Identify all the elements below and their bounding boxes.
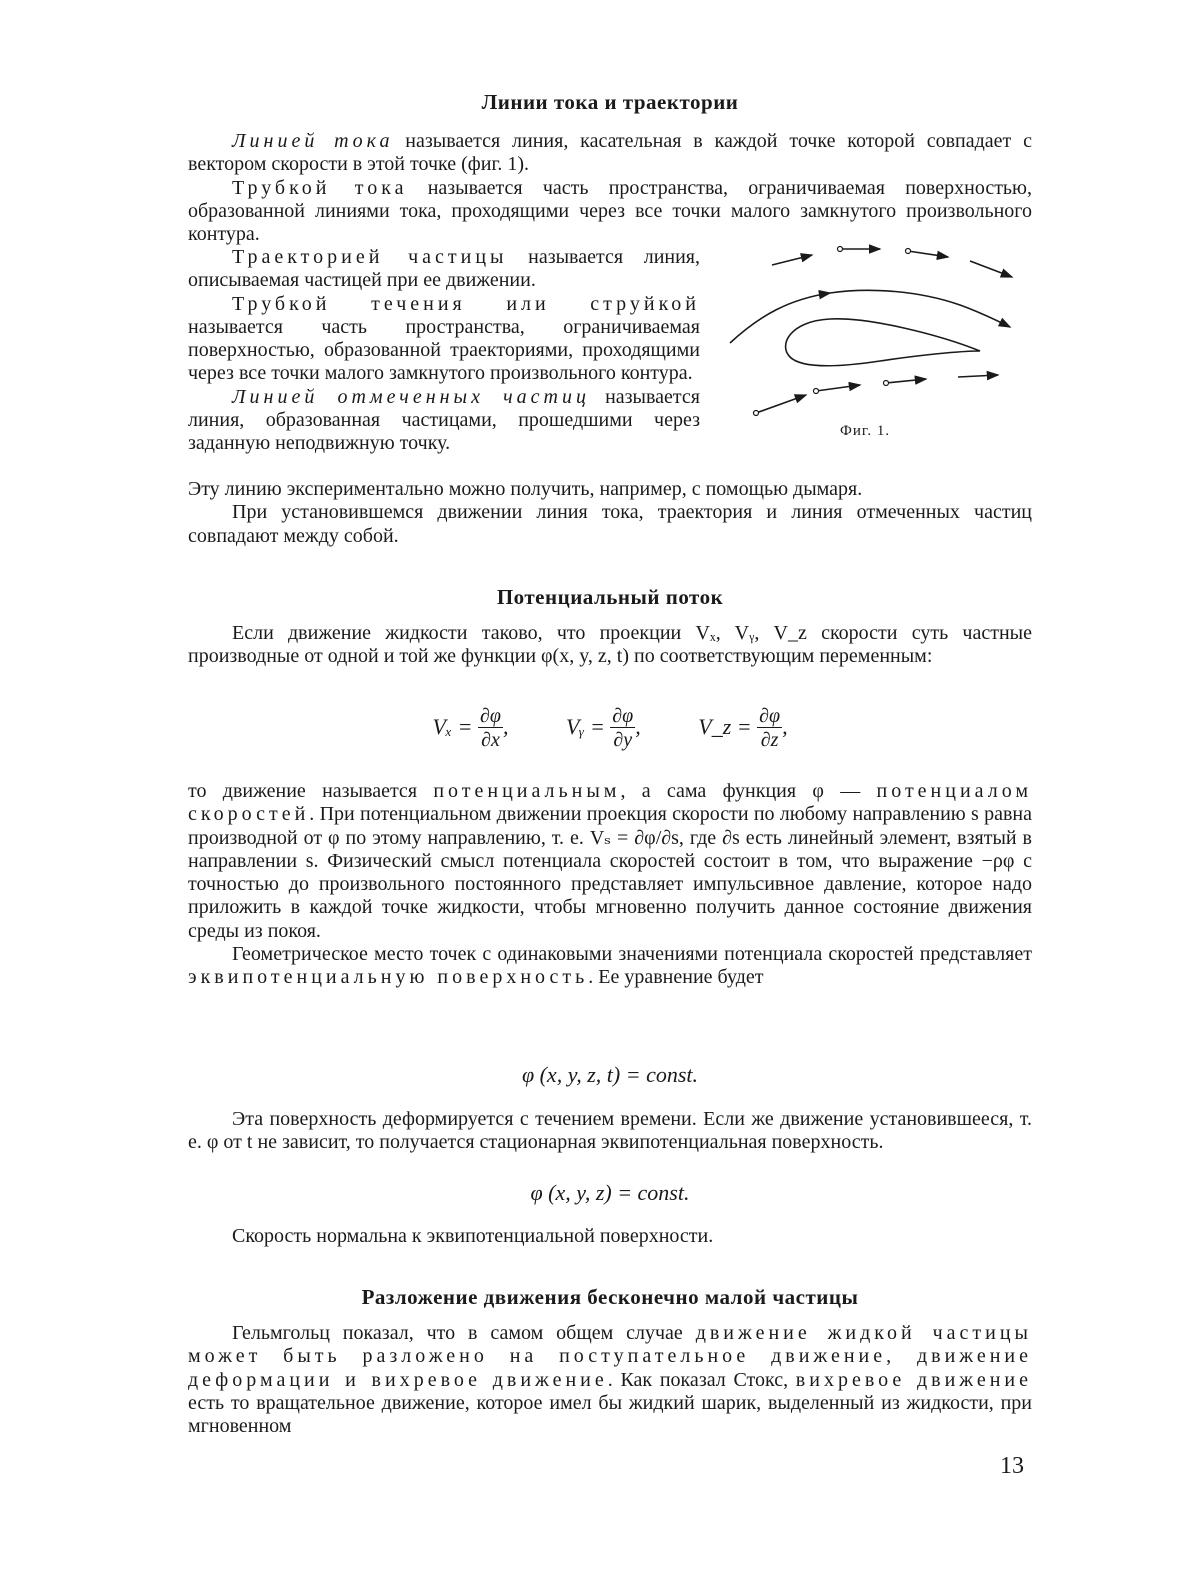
text: . Ее уравнение будет [588, 966, 764, 989]
particle-marker [884, 381, 889, 386]
eq-label: Vₓ = [432, 713, 473, 739]
paragraph: Если движение жидкости таково, что проекции Vₓ, Vᵧ, V_z скорости суть частные производные от одной и той же функции φ(x, y, z, t) по соответствующим переменным: [188, 622, 1032, 668]
streamline-arrow [886, 379, 926, 383]
denominator: ∂y [613, 729, 633, 751]
streamline-diagram [720, 235, 1020, 425]
text: то движение называется [188, 780, 434, 802]
particle-marker [906, 249, 911, 254]
text: . При потенциальном движении проекция скорости по любому направлению s равна производной от φ по этому направлению, т. е. Vₛ = ∂φ/∂s, где ∂s есть линейный элемент, взятый в направлении s. Физический смысл потенциала скоростей состоит в том, что выражение −ρφ с точностью до произвольного постоянного представляет импульсивное давление, которое надо приложить в каждой точке жидкости, чтобы мгновенно получить данное состояние движения среды из покоя. [188, 803, 1032, 942]
term-vortex-motion: вихревое движение [795, 1368, 1032, 1391]
paragraph [188, 130, 1032, 177]
streamline-arrow [970, 261, 1012, 277]
particle-marker [754, 411, 759, 416]
paragraph: При установившемся движении линия тока, траектория и линия отмеченных частиц совпадают между собой. [188, 501, 1032, 547]
term-potential: потенциальным [433, 780, 621, 802]
text: называется линия, образованная частицами, прошедшими через заданную неподвижную точку. [188, 385, 700, 455]
text: , а сама функция φ — [620, 780, 877, 802]
text: есть то вращательное движение, которое имел бы жидкий шарик, выделенный из жидкости, при мгновенном [188, 1391, 1032, 1438]
equation-equipotential: φ (x, y, z, t) = const. [521, 1062, 699, 1087]
particle-marker [814, 389, 819, 394]
section2-closing [188, 1225, 1032, 1248]
paragraph: Эта поверхность деформируется с течением времени. Если же движение установившееся, т. е. φ от t не зависит, то получается стационарная эквипотенциальная поверхность. [188, 1108, 1032, 1154]
section2-stationary [188, 1108, 1032, 1155]
section-title-potential-flow: Потенциальный поток [496, 585, 724, 609]
fraction [610, 705, 635, 752]
term-particle-trajectory: Траекторией частицы [232, 246, 508, 268]
paragraph [188, 943, 1032, 990]
airfoil-shape [786, 319, 980, 366]
paragraph: Скорость нормальна к эквипотенциальной поверхности. [232, 1225, 714, 1247]
text: Гельмгольц показал, что в самом общем случае [232, 1322, 696, 1344]
text: называется часть пространства, ограничиваемая поверхностью, образованной траекториями, проходящими через все точки малого замкнутого произвольного контура. [188, 315, 700, 385]
particle-marker [838, 247, 843, 252]
eq-label: Vᵧ = [565, 713, 605, 739]
paragraph: Эту линию экспериментально можно получить, например, с помощью дымаря. [188, 478, 863, 500]
section1-intro [188, 130, 1032, 246]
streamline-arrow [816, 385, 860, 391]
equation-stationary-equipotential: φ (x, y, z) = const. [530, 1180, 690, 1205]
streamline-arrow [958, 375, 998, 377]
streamline-arrow [772, 255, 812, 265]
section-title-streamlines: Линии тока и траектории [481, 90, 739, 114]
term-motion-decomposition: движение жидкой частицы может быть разложено на поступательное движение, движение деформации и вихревое движение [188, 1322, 1032, 1391]
text: называется линия, касательная в каждой точке которой совпадает с вектором скорости в этой точке (фиг. 1). [188, 130, 1032, 176]
denominator: ∂x [481, 729, 500, 751]
section1-wrapped-text [188, 246, 700, 456]
section2-intro [188, 622, 1032, 669]
section2-body [188, 780, 1032, 990]
fraction [757, 705, 782, 752]
denominator: ∂z [760, 729, 779, 751]
paragraph [188, 246, 700, 293]
text: называется часть пространства, ограничиваемая поверхностью, образованной линиями тока, проходящими через все точки малого замкнутого произвольного контура. [188, 176, 1032, 246]
term-flow-tube: Трубкой течения или струйкой [232, 292, 700, 315]
paragraph [188, 780, 1032, 943]
streamline-arrow [908, 251, 948, 257]
streamline-arrow [730, 293, 830, 343]
figure-1 [720, 235, 1020, 445]
paragraph [188, 293, 700, 386]
term-stream-tube: Трубкой тока [232, 176, 408, 199]
numerator: ∂φ [759, 705, 781, 727]
streamline-arrow [756, 395, 806, 413]
term-velocity-potential: потенциалом скоростей [188, 780, 1032, 826]
eq-vz: V_z = $\frac{\partial\varphi}{\partial z}$ , [698, 705, 788, 751]
term-streamline: Линией тока [232, 130, 394, 152]
streamline-curve [830, 290, 1010, 327]
section3-body [188, 1322, 1032, 1438]
text: . Как показал Стокс, [607, 1368, 796, 1391]
eq-label: V_z = [698, 713, 752, 739]
page-number: 13 [1000, 1453, 1024, 1479]
term-streakline: Линией отмеченных частиц [232, 385, 590, 408]
eq-vy: Vᵧ = $\frac{\partial\varphi}{\partial y}$ , [565, 705, 641, 751]
numerator: ∂φ [612, 705, 634, 727]
text: Геометрическое место точек с одинаковыми значениями потенциала скоростей представляет [232, 943, 1032, 966]
eq-vx: Vₓ = $\frac{\partial\varphi}{\partial x}$ , [432, 705, 509, 751]
paragraph [188, 1322, 1032, 1438]
text: называется линия, описываемая частицей при ее движении. [188, 246, 700, 292]
figure-caption: Фиг. 1. [840, 423, 891, 439]
numerator: ∂φ [479, 705, 501, 727]
term-equipotential-surface: эквипотенциальную поверхность [188, 966, 589, 989]
section1-closing [188, 478, 1032, 548]
paragraph [188, 386, 700, 456]
equation-velocity-components [188, 705, 1032, 752]
section-title-particle-motion: Разложение движения бесконечно малой частицы [361, 1285, 859, 1309]
fraction [478, 705, 503, 752]
